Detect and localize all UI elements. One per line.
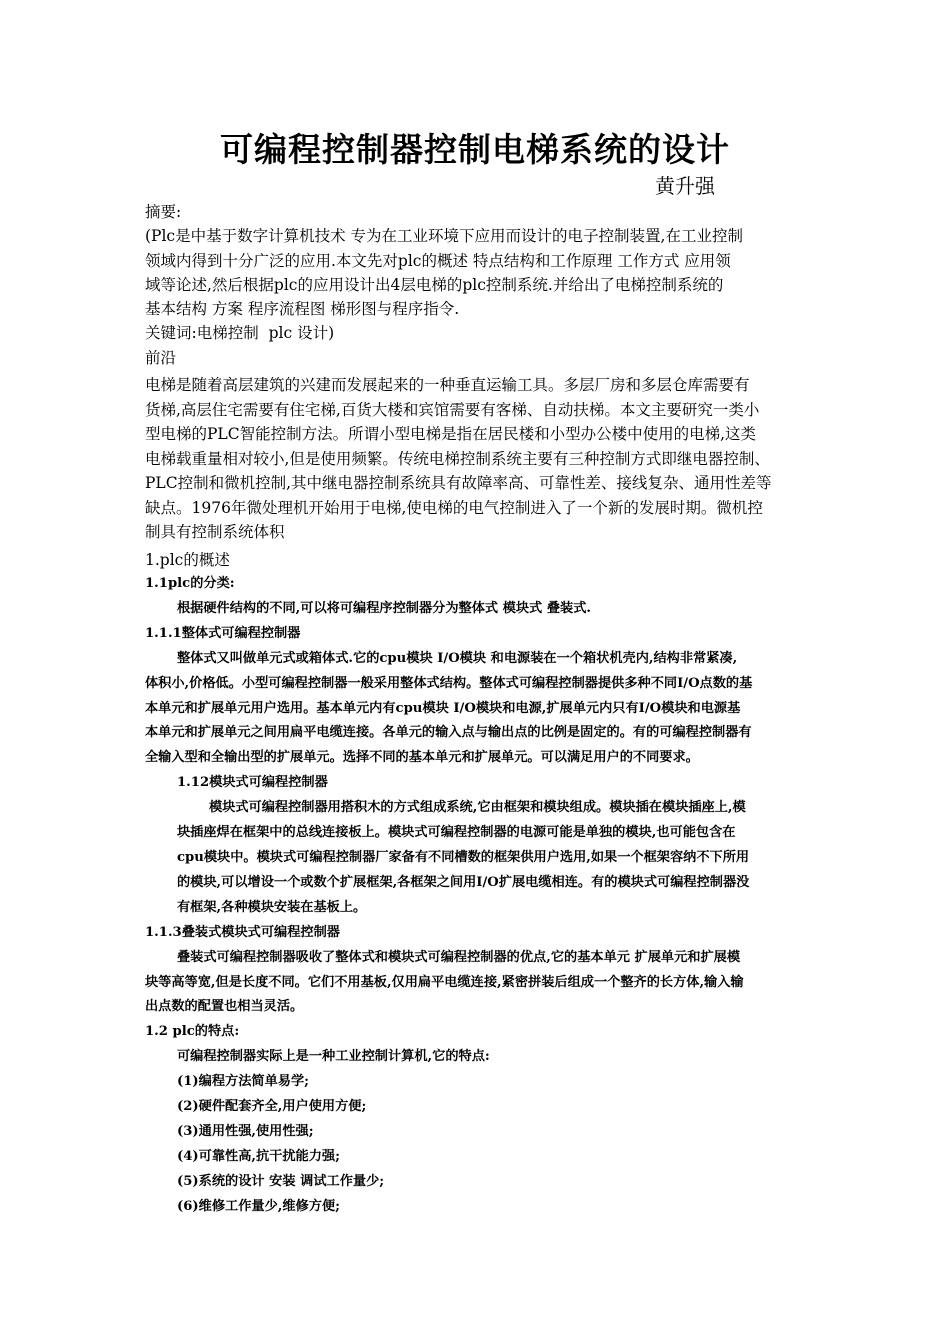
paragraph-line: 块插座焊在框架中的总线连接板上。模块式可编程控制器的电源可能是单独的模块,也可能包含在: [177, 825, 736, 841]
intro-line: 缺点。1976年微处理机开始用于电梯,使电梯的电气控制进入了一个新的发展时期。微机控: [145, 498, 763, 517]
paragraph-line: cpu模块中。模块式可编程控制器厂家备有不同槽数的框架供用户选用,如果一个框架容纳不下所用: [177, 849, 750, 865]
list-item: (6)维修工作量少,维修方便;: [177, 1198, 340, 1214]
list-item: (2)硬件配套齐全,用户使用方便;: [177, 1099, 367, 1115]
paragraph: 可编程控制器实际上是一种工业控制计算机,它的特点:: [177, 1049, 490, 1065]
paragraph-line: 出点数的配置也相当灵活。: [145, 999, 304, 1015]
subsection-heading: 1.2 plc的特点:: [145, 1024, 240, 1040]
intro-line: 型电梯的PLC智能控制方法。所谓小型电梯是指在居民楼和小型办公楼中使用的电梯,这类: [145, 425, 757, 443]
abstract-label: 摘要:: [145, 203, 182, 221]
abstract-line: 领域内得到十分广泛的应用.本文先对plc的概述 特点结构和工作原理 工作方式 应用领: [145, 251, 731, 270]
intro-line: 货梯,高层住宅需要有住宅梯,百货大楼和宾馆需要有客梯、自动扶梯。本文主要研究一类小: [145, 400, 760, 419]
paragraph-line: 块等高等宽,但是长度不同。它们不用基板,仅用扁平电缆连接,紧密拼装后组成一个整齐的长方体,输入输: [145, 974, 744, 990]
paragraph-line: 的模块,可以增设一个或数个扩展框架,各框架之间用I/O扩展电缆相连。有的模块式可编程控制器没: [177, 874, 750, 890]
intro-line: 电梯是随着高层建筑的兴建而发展起来的一种垂直运输工具。多层厂房和多层仓库需要有: [145, 376, 750, 394]
section-1: [145, 548, 810, 1220]
abstract-keywords: 关键词:电梯控制 plc 设计): [145, 324, 335, 343]
abstract-line: 域等论述,然后根据plc的应用设计出4层电梯的plc控制系统.并给出了电梯控制系统的: [145, 275, 724, 294]
paragraph-line: 有框架,各种模块安装在基板上。: [177, 899, 367, 915]
subsection-1-1-2: [145, 771, 810, 920]
subsection-heading: 1.1.3叠装式模块式可编程控制器: [145, 924, 340, 940]
section-heading: 1.plc的概述: [145, 551, 230, 569]
list-item: (5)系统的设计 安装 调试工作量少;: [177, 1173, 385, 1189]
subsection-heading: 1.1.1整体式可编程控制器: [145, 625, 301, 641]
paragraph-line: 本单元和扩展单元之间用扁平电缆连接。各单元的输入点与输出点的比例是固定的。有的可编程控制器有: [145, 725, 752, 741]
abstract-line: (Plc是中基于数字计算机技术 专为在工业环境下应用而设计的电子控制装置,在工业控制: [145, 227, 743, 246]
paragraph-line: 整体式又叫做单元式或箱体式.它的cpu模块 I/O模块 和电源装在一个箱状机壳内,结构非常紧凑,: [177, 650, 738, 666]
paragraph-line: 本单元和扩展单元用户选用。基本单元内有cpu模块 I/O模块和电源,扩展单元内只有I/O模块和电源基: [145, 700, 741, 716]
intro-label: 前沿: [145, 348, 177, 367]
paragraph-line: 体积小,价格低。小型可编程控制器一般采用整体式结构。整体式可编程控制器提供多种不同I/O点数的基: [145, 675, 753, 691]
intro-line: 制具有控制系统体积: [145, 523, 285, 541]
subsection-heading: 1.1plc的分类:: [145, 576, 235, 591]
intro-line: PLC控制和微机控制,其中继电器控制系统具有故障率高、可靠性差、接线复杂、通用性差等: [145, 474, 772, 492]
abstract-line: 基本结构 方案 程序流程图 梯形图与程序指令.: [145, 300, 460, 319]
paragraph-line: 模块式可编程控制器用搭积木的方式组成系统,它由框架和模块组成。模块插在模块插座上,模: [209, 800, 746, 816]
paragraph-line: 叠装式可编程控制器吸收了整体式和模块式可编程控制器的优点,它的基本单元 扩展单元和扩展模: [177, 949, 741, 965]
paragraph: 根据硬件结构的不同,可以将可编程序控制器分为整体式 模块式 叠装式.: [177, 600, 591, 616]
list-item: (4)可靠性高,抗干扰能力强;: [177, 1148, 340, 1164]
paragraph-line: 全输入型和全输出型的扩展单元。选择不同的基本单元和扩展单元。可以满足用户的不同要求。: [145, 750, 699, 766]
intro-line: 电梯载重量相对较小,但是使用频繁。传统电梯控制系统主要有三种控制方式即继电器控制、: [145, 449, 770, 468]
abstract-section: [145, 200, 813, 370]
subsection-heading: 1.12模块式可编程控制器: [177, 775, 328, 791]
document-author: 黄升强: [655, 174, 715, 198]
intro-section: [145, 373, 817, 545]
document-title: 可编程控制器控制电梯系统的设计: [220, 130, 730, 169]
list-item: (3)通用性强,使用性强;: [177, 1123, 314, 1139]
list-item: (1)编程方法简单易学;: [177, 1074, 310, 1090]
